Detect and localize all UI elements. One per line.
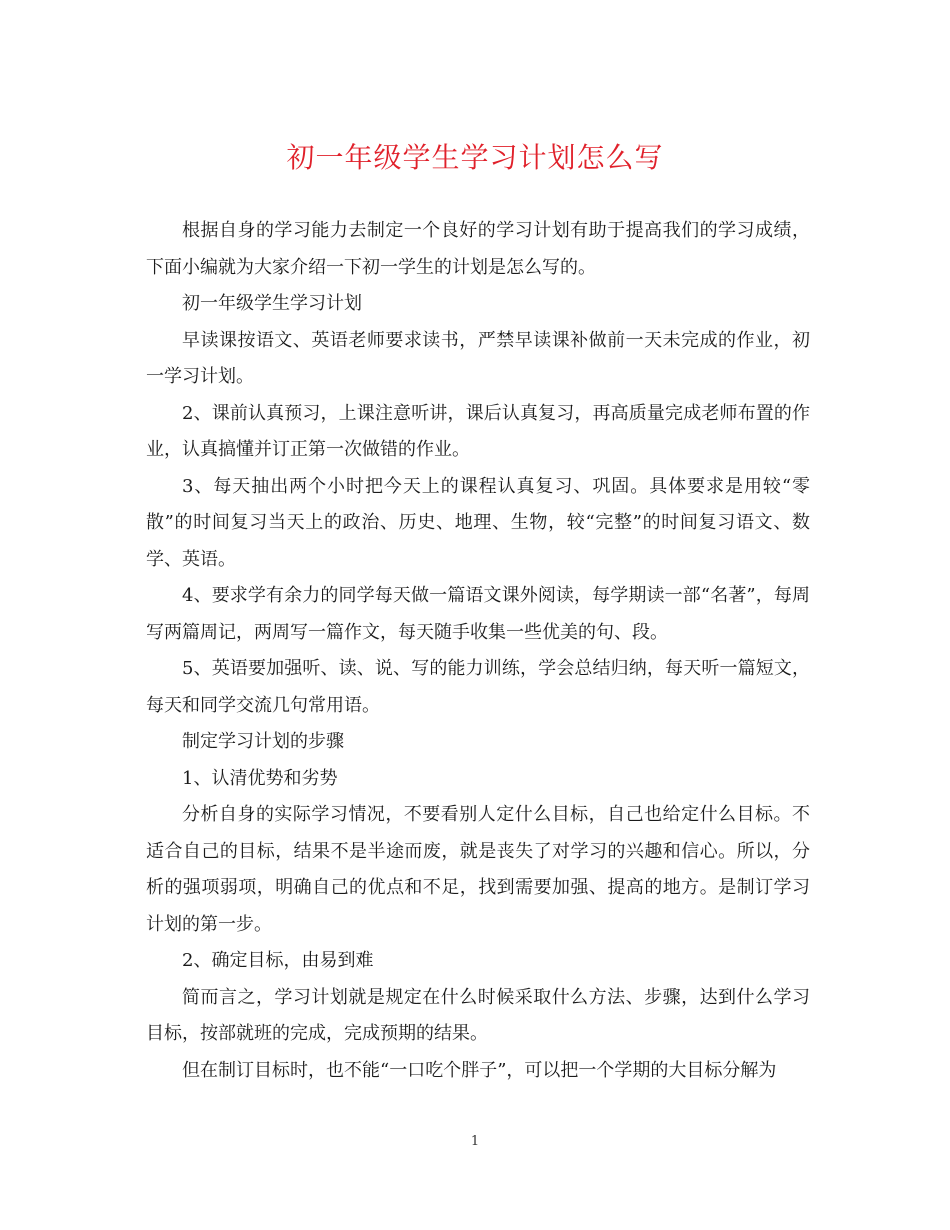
paragraph-morning-reading: 早读课按语文、英语老师要求读书，严禁早读课补做前一天未完成的作业，初一学习计划。 [146, 329, 810, 387]
step-heading-2: 2、确定目标，由易到难 [182, 950, 374, 971]
paragraph-item-5: 5、英语要加强听、读、说、写的能力训练，学会总结归纳，每天听一篇短文，每天和同学交流几句常用语。 [146, 658, 810, 716]
step-heading-1: 1、认清优势和劣势 [182, 767, 338, 789]
paragraph-step-2: 简而言之，学习计划就是规定在什么时候采取什么方法、步骤，达到什么学习目标，按部就班的完成，完成预期的结果。 [146, 986, 810, 1044]
paragraph-step-1: 分析自身的实际学习情况，不要看别人定什么目标，自己也给定什么目标。不适合自己的目标，结果不是半途而废，就是丧失了对学习的兴趣和信心。所以，分析的强项弱项，明确自己的优点和不足，找到需要加强、提高的地方。是制订学习计划的第一步。 [146, 804, 810, 935]
document-title: 初一年级学生学习计划怎么写 [286, 141, 664, 174]
document-body [146, 213, 810, 1089]
paragraph-item-4: 4、要求学有余力的同学每天做一篇语文课外阅读，每学期读一部“名著”，每周写两篇周记，两周写一篇作文，每天随手收集一些优美的句、段。 [146, 585, 810, 643]
paragraph-step-2-continued: 但在制订目标时，也不能“一口吃个胖子”，可以把一个学期的大目标分解为 [182, 1059, 777, 1081]
paragraph-item-3: 3、每天抽出两个小时把今天上的课程认真复习、巩固。具体要求是用较“零散”的时间复习当天上的政治、历史、地理、生物，较“完整”的时间复习语文、数学、英语。 [146, 475, 810, 570]
section-heading-plan: 初一年级学生学习计划 [182, 293, 362, 314]
paragraph-intro: 根据自身的学习能力去制定一个良好的学习计划有助于提高我们的学习成绩，下面小编就为大家介绍一下初一学生的计划是怎么写的。 [146, 220, 810, 278]
page-number: 1 [470, 1134, 480, 1149]
section-heading-steps: 制定学习计划的步骤 [182, 731, 344, 752]
paragraph-item-2: 2、课前认真预习，上课注意听讲，课后认真复习，再高质量完成老师布置的作业，认真搞懂并订正第一次做错的作业。 [146, 402, 810, 460]
